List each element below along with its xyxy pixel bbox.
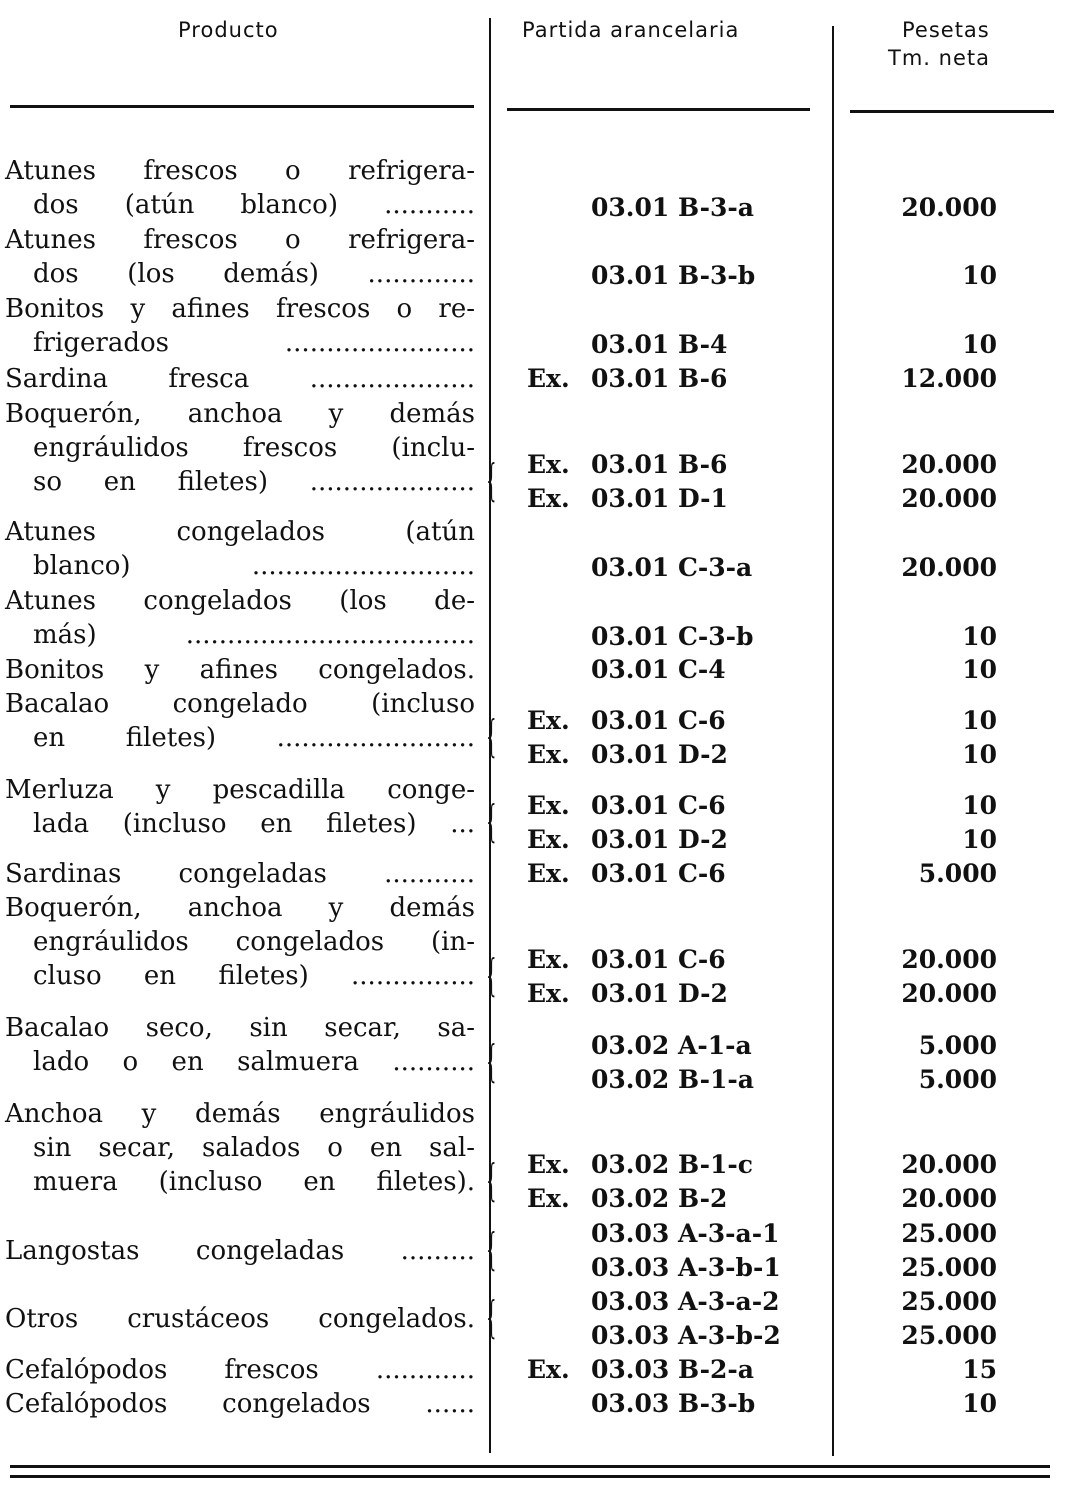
pesetas-value: 10 [962,622,997,651]
product-line: sin secar, salados o en sal- [33,1133,475,1163]
ex-marker: Ex. [527,484,570,513]
header-partida: Partida arancelaria [522,18,740,42]
product-line: Cefalópodos congelados ...... [5,1389,475,1419]
tariff-code: 03.01 C-4 [591,655,726,684]
header-producto: Producto [178,18,279,42]
ex-marker: Ex. [527,364,570,393]
ex-marker: Ex. [527,450,570,479]
product-cell [5,1097,475,1199]
product-line: dos (atún blanco) ........... [33,190,475,220]
product-cell [5,891,475,993]
pesetas-value: 20.000 [901,1184,997,1213]
tariff-code: 03.01 D-2 [591,740,728,769]
bottom-rule-top [10,1465,1050,1468]
brace-icon: { [484,1292,500,1343]
pesetas-value: 10 [962,261,997,290]
pesetas-value: 20.000 [901,484,997,513]
header-rule-pesetas [850,110,1054,113]
product-line: Bacalao congelado (incluso [5,689,475,719]
ex-marker: Ex. [527,1150,570,1179]
product-line: Atunes congelados (atún [5,517,475,547]
pesetas-value: 25.000 [901,1321,997,1350]
pesetas-value: 10 [962,706,997,735]
pesetas-value: 20.000 [901,1150,997,1179]
brace-icon: { [484,796,500,847]
tariff-code: 03.01 B-6 [591,450,728,479]
product-line: Otros crustáceos congelados. [5,1304,475,1334]
product-cell [5,857,475,891]
tariff-code: 03.02 A-1-a [591,1031,752,1060]
tariff-code: 03.01 D-2 [591,979,728,1008]
tariff-code: 03.01 C-6 [591,791,726,820]
product-line: Merluza y pescadilla conge- [5,775,475,805]
product-line: Bonitos y afines congelados. [5,655,475,685]
pesetas-value: 10 [962,655,997,684]
product-line: Anchoa y demás engráulidos [5,1099,475,1129]
tariff-code: 03.01 C-3-b [591,622,754,651]
product-line: Boquerón, anchoa y demás [5,893,475,923]
product-line: Cefalópodos frescos ............ [5,1355,475,1385]
pesetas-value: 20.000 [901,553,997,582]
pesetas-value: 25.000 [901,1219,997,1248]
product-line: Boquerón, anchoa y demás [5,399,475,429]
bottom-rule-bottom [10,1475,1050,1478]
header-rule-partida [507,108,810,111]
product-line: lada (incluso en filetes) ... [33,809,475,839]
product-line: en filetes) ........................ [33,723,475,753]
tariff-code: 03.03 B-3-b [591,1389,756,1418]
product-line: más) ................................... [33,620,475,650]
product-cell [5,1302,475,1336]
pesetas-value: 15 [962,1355,997,1384]
pesetas-value: 5.000 [918,1065,997,1094]
brace-icon: { [484,950,500,1001]
product-cell [5,362,475,396]
tariff-code: 03.01 B-3-a [591,193,754,222]
tariff-code: 03.01 C-6 [591,706,726,735]
product-line: so en filetes) .................... [33,467,475,497]
ex-marker: Ex. [527,740,570,769]
tariff-code: 03.01 C-6 [591,859,726,888]
product-cell [5,584,475,652]
product-line: engráulidos congelados (in- [33,927,475,957]
pesetas-value: 10 [962,1389,997,1418]
ex-marker: Ex. [527,791,570,820]
product-cell [5,773,475,841]
product-cell [5,653,475,687]
product-line: blanco) ........................... [33,551,475,581]
tariff-code: 03.03 A-3-a-2 [591,1287,780,1316]
product-line: cluso en filetes) ............... [33,961,475,991]
pesetas-value: 10 [962,330,997,359]
tariff-code: 03.02 B-1-c [591,1150,753,1179]
ex-marker: Ex. [527,979,570,1008]
pesetas-value: 5.000 [918,1031,997,1060]
product-cell [5,1011,475,1079]
tariff-code: 03.01 C-3-a [591,553,753,582]
product-cell [5,223,475,291]
pesetas-value: 10 [962,740,997,769]
pesetas-value: 10 [962,791,997,820]
pesetas-value: 20.000 [901,979,997,1008]
product-line: Bacalao seco, sin secar, sa- [5,1013,475,1043]
product-line: Bonitos y afines frescos o re- [5,294,475,324]
tariff-code: 03.02 B-2 [591,1184,728,1213]
product-line: Atunes frescos o refrigera- [5,156,475,186]
tariff-code: 03.01 C-6 [591,945,726,974]
pesetas-value: 20.000 [901,193,997,222]
tariff-code: 03.01 B-3-b [591,261,756,290]
product-line: Atunes congelados (los de- [5,586,475,616]
product-line: frigerados ....................... [33,328,475,358]
tariff-code: 03.01 D-1 [591,484,728,513]
product-cell [5,1353,475,1387]
pesetas-value: 12.000 [901,364,997,393]
pesetas-value: 20.000 [901,945,997,974]
ex-marker: Ex. [527,706,570,735]
product-cell [5,1234,475,1268]
pesetas-value: 5.000 [918,859,997,888]
product-cell [5,515,475,583]
product-cell [5,292,475,360]
tariff-code: 03.03 A-3-b-2 [591,1321,781,1350]
ex-marker: Ex. [527,1184,570,1213]
pesetas-value: 10 [962,825,997,854]
ex-marker: Ex. [527,1355,570,1384]
tariff-code: 03.01 B-6 [591,364,728,393]
product-line: Sardina fresca .................... [5,364,475,394]
brace-icon: { [484,1036,500,1087]
pesetas-value: 25.000 [901,1253,997,1282]
tariff-code: 03.03 B-2-a [591,1355,754,1384]
product-line: engráulidos frescos (inclu- [33,433,475,463]
tariff-code: 03.03 A-3-b-1 [591,1253,781,1282]
tariff-code: 03.01 D-2 [591,825,728,854]
tariff-code: 03.02 B-1-a [591,1065,754,1094]
column-separator-2 [832,26,834,1456]
brace-icon: { [484,455,500,506]
pesetas-value: 20.000 [901,450,997,479]
product-line: dos (los demás) ............. [33,259,475,289]
product-line: Atunes frescos o refrigera- [5,225,475,255]
brace-icon: { [484,1155,500,1206]
product-cell [5,687,475,755]
product-cell [5,1387,475,1421]
ex-marker: Ex. [527,859,570,888]
product-line: Sardinas congeladas ........... [5,859,475,889]
ex-marker: Ex. [527,825,570,854]
ex-marker: Ex. [527,945,570,974]
product-line: lado o en salmuera .......... [33,1047,475,1077]
product-line: Langostas congeladas ......... [5,1236,475,1266]
header-pesetas: Pesetas [902,18,990,42]
product-cell [5,397,475,499]
pesetas-value: 25.000 [901,1287,997,1316]
tariff-code: 03.01 B-4 [591,330,728,359]
product-cell [5,154,475,222]
brace-icon: { [484,711,500,762]
product-line: muera (incluso en filetes). [33,1167,475,1197]
header-rule-product [10,105,474,108]
brace-icon: { [484,1224,500,1275]
header-tm-neta: Tm. neta [888,46,990,70]
tariff-code: 03.03 A-3-a-1 [591,1219,780,1248]
